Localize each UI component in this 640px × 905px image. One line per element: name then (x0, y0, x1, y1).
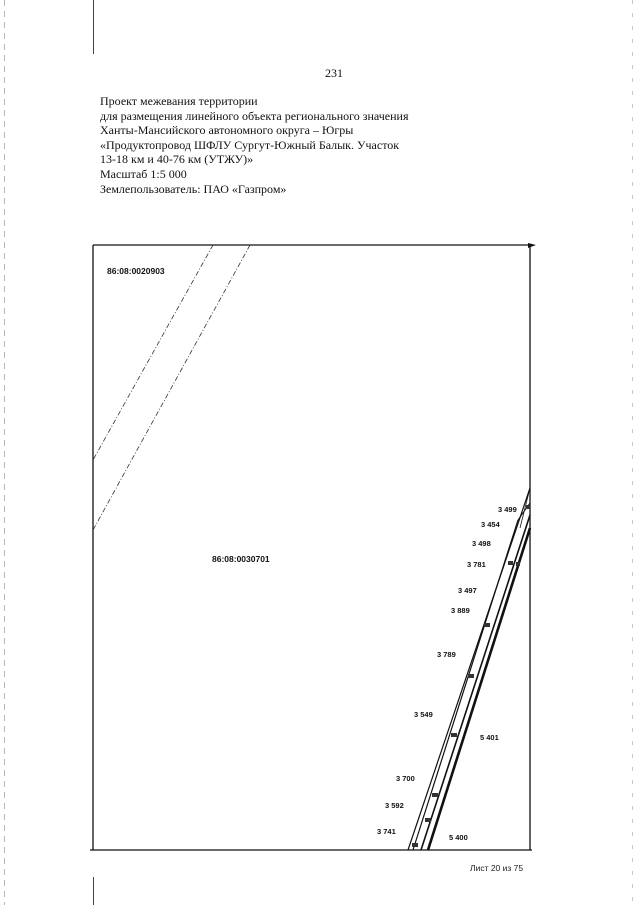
corridor-label: 5 401 (480, 733, 499, 742)
corridor-label: 3 700 (396, 774, 415, 783)
corridor-label: 3 781 (467, 560, 486, 569)
header-line: Землепользователь: ПАО «Газпром» (100, 181, 287, 196)
parcel-boundary-dashed (93, 245, 250, 530)
corridor-label: 3 454 (481, 520, 500, 529)
corridor-label: 5 400 (449, 833, 468, 842)
pipeline-corridor (408, 488, 530, 850)
corridor-label: 3 889 (451, 606, 470, 615)
sheet-number: Лист 20 из 75 (470, 863, 524, 873)
header-line: для размещения линейного объекта регионального значения (100, 108, 409, 123)
parcel-number: 86:08:0030701 (212, 554, 270, 564)
frame-corner-mark (528, 243, 536, 248)
corridor-label: 3 592 (385, 801, 404, 810)
parcel-number: 86:08:0020903 (107, 266, 165, 276)
corridor-label: 3 499 (498, 505, 517, 514)
corridor-label: 3 741 (377, 827, 396, 836)
header-line: 13-18 км и 40-76 км (УТЖУ)» (100, 152, 254, 167)
corridor-label: 3 789 (437, 650, 456, 659)
corridor-label: 3 498 (472, 539, 491, 548)
header-line: Проект межевания территории (100, 94, 258, 108)
page-number: 231 (325, 66, 343, 80)
header-line: Ханты-Мансийского автономного округа – Югры (100, 123, 354, 138)
header-line: «Продуктопровод ШФЛУ Сургут-Южный Балык. Участок (100, 137, 400, 152)
header-line: Масштаб 1:5 000 (100, 166, 187, 181)
map-frame (90, 245, 532, 850)
corridor-label: 3 497 (458, 586, 477, 595)
corridor-label: 3 549 (414, 710, 433, 719)
